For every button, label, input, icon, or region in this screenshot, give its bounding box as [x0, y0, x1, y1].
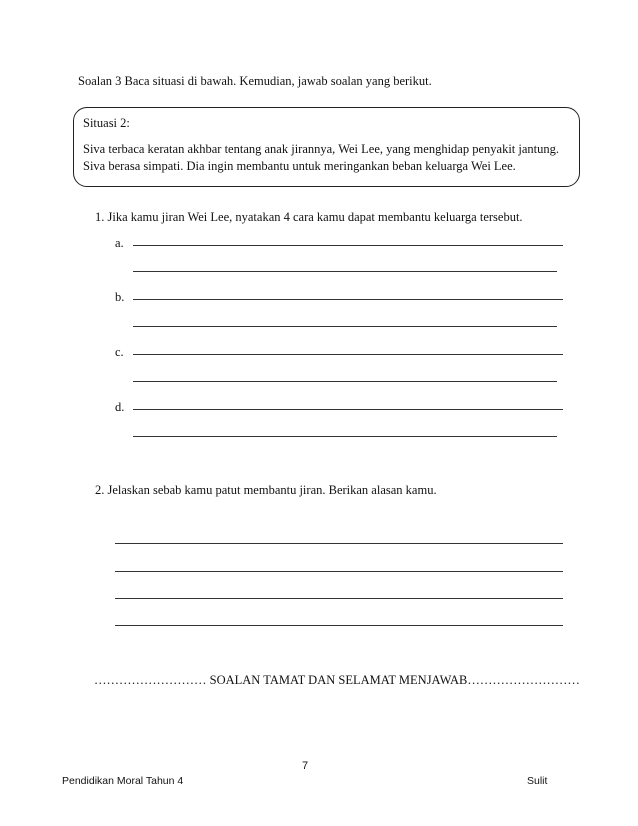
- page-number: 7: [302, 760, 309, 772]
- answer-line[interactable]: [133, 245, 563, 246]
- item-letter-b: b.: [115, 290, 125, 304]
- footer-subject: Pendidikan Moral Tahun 4: [62, 775, 184, 787]
- answer-line[interactable]: [133, 381, 557, 382]
- answer-line[interactable]: [133, 409, 563, 410]
- footer-classification: Sulit: [527, 775, 548, 787]
- question-2-text: 2. Jelaskan sebab kamu patut membantu jiran. Berikan alasan kamu.: [95, 483, 437, 497]
- situation-text-line-2: Siva berasa simpati. Dia ingin membantu untuk meringankan beban keluarga Wei Lee.: [83, 159, 516, 173]
- closing-message: ……………………… SOALAN TAMAT DAN SELAMAT MENJAWAB………………………: [94, 673, 580, 687]
- answer-line[interactable]: [133, 436, 557, 437]
- answer-line[interactable]: [115, 598, 563, 599]
- item-letter-d: d.: [115, 400, 125, 414]
- answer-line[interactable]: [133, 271, 557, 272]
- situation-title: Situasi 2:: [83, 116, 130, 130]
- situation-text-line-1: Siva terbaca keratan akhbar tentang anak jirannya, Wei Lee, yang menghidap penyakit jantung.: [83, 142, 560, 156]
- answer-line[interactable]: [115, 543, 563, 544]
- answer-line[interactable]: [133, 354, 563, 355]
- item-letter-a: a.: [115, 236, 124, 250]
- answer-line[interactable]: [115, 571, 563, 572]
- question-heading: Soalan 3 Baca situasi di bawah. Kemudian, jawab soalan yang berikut.: [78, 74, 432, 88]
- answer-line[interactable]: [115, 625, 563, 626]
- question-1-text: 1. Jika kamu jiran Wei Lee, nyatakan 4 cara kamu dapat membantu keluarga tersebut.: [95, 210, 523, 224]
- item-letter-c: c.: [115, 345, 124, 359]
- answer-line[interactable]: [133, 299, 563, 300]
- answer-line[interactable]: [133, 326, 557, 327]
